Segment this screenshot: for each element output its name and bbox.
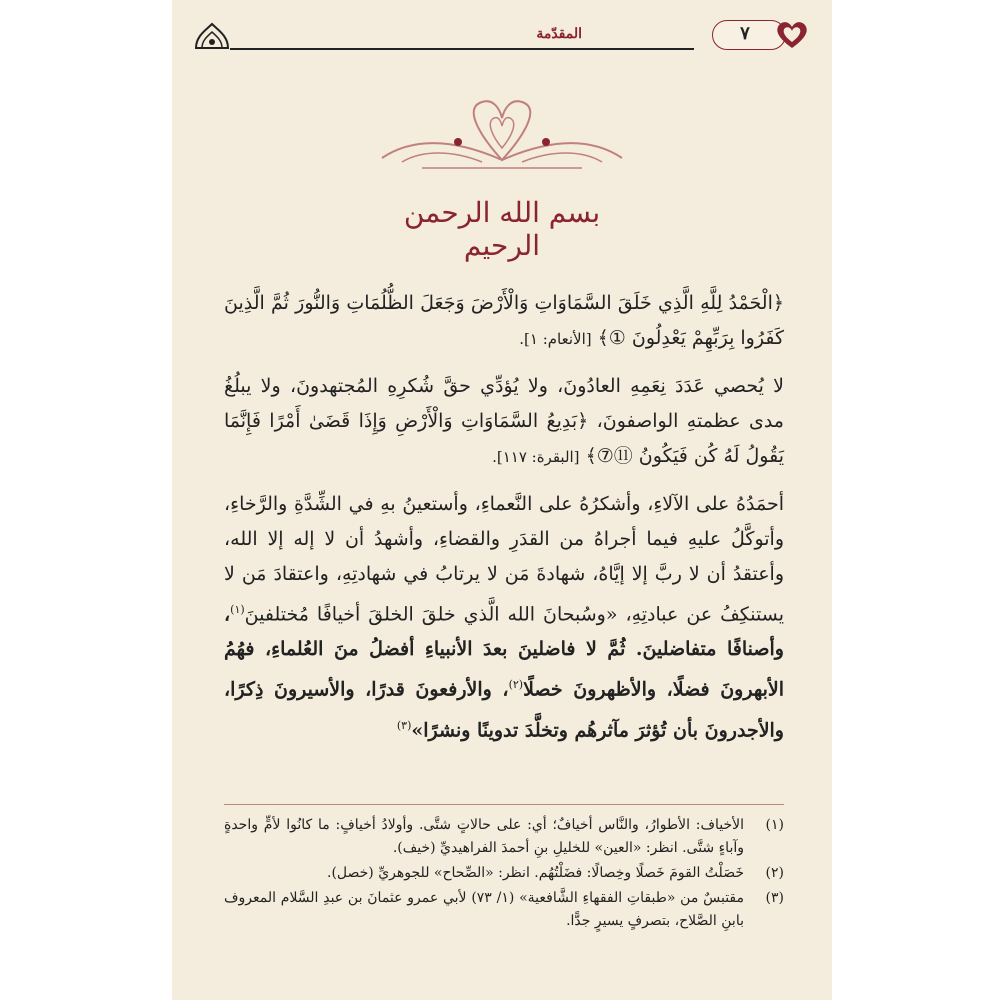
footnote-item — [224, 887, 784, 933]
footnotes — [224, 814, 784, 935]
footnote-item — [224, 814, 784, 860]
quran-verse: ﴿الْحَمْدُ لِلَّهِ الَّذِي خَلَقَ السَّمَاوَاتِ وَالْأَرْضَ وَجَعَلَ الظُّلُمَاتِ وَالنُّورَ ثُمَّ الَّذِينَ كَفَرُوا بِرَبِّهِمْ يَعْدِلُونَ ①﴾ — [224, 292, 784, 349]
basmala-calligraphy: بسم الله الرحمن الرحيم — [403, 196, 601, 262]
footnote-marker[interactable]: (١) — [230, 603, 245, 616]
verse-reference: [البقرة: ١١٧]. — [492, 448, 580, 466]
book-page — [172, 0, 832, 1000]
footnote-text: مقتبسٌ من «طبقاتِ الفقهاءِ الشَّافعية» (١/ ٧٣) لأبي عمرو عثمانَ بن عبدِ السَّلام المعروف بابنِ الصَّلاح، بتصرفٍ يسيرٍ جدًّا. — [224, 890, 744, 929]
decorative-ornament-icon — [362, 98, 642, 178]
footnote-text: الأخياف: الأطوارُ، والنَّاس أخيافٌ؛ أي: على حالاتٍ شتَّى. وأولادُ أخيافٍ: ما كانُوا لأمٍّ واحدةٍ وآباءٍ شتَّى. انظر: «العين» للخليلِ بنِ أحمدَ الفراهيديِّ (خيف). — [224, 817, 744, 856]
section-title: المقدّمة — [536, 26, 582, 42]
heart-ornament-icon — [772, 18, 812, 52]
footnote-marker[interactable]: (٣) — [396, 718, 412, 732]
verse-reference: [الأنعام: ١]. — [519, 330, 592, 348]
paragraph-text: ، وأصنافًا متفاضلينَ. ثُمَّ لا فاضلينَ بعدَ الأنبياءِ أفضلُ منَ العُلماءِ، فهُمُ الأبهرونَ فضلًا، والأظهرونَ خصلًا — [224, 603, 784, 701]
footnote-number: (٢) — [765, 865, 784, 881]
footnote-number: (٣) — [765, 890, 784, 906]
page-number: ٧ — [740, 23, 750, 44]
quran-verse: ﴿بَدِيعُ السَّمَاوَاتِ وَالْأَرْضِ وَإِذَا قَضَىٰ أَمْرًا فَإِنَّمَا يَقُولُ لَهُ كُن فَيَكُونُ ⑪⑦﴾ — [224, 410, 784, 467]
floral-corner-icon — [192, 18, 232, 54]
main-text — [224, 286, 784, 760]
paragraph-text: لا يُحصي عَدَدَ نِعَمِهِ العادُونَ، ولا يُؤدِّي حقَّ شُكرِهِ المُجتهدونَ، ولا يبلُغُ مدى عظمتهِ الواصفونَ، — [224, 375, 784, 432]
footnote-item — [224, 862, 784, 885]
header-rule — [230, 48, 694, 50]
paragraph-3 — [224, 487, 784, 748]
paragraph-2 — [224, 369, 784, 475]
paragraph-text: ، والأرفعونَ قدرًا، والأسيرونَ ذِكرًا، والأجدرونَ بأن تُؤثرَ مآثرهُم وتخلَّدَ تدوينًا ونشرًا» — [224, 678, 784, 741]
paragraph-text: أحمَدُهُ على الآلاءِ، وأشكرُهُ على النَّعماءِ، وأستعينُ بهِ في الشِّدَّةِ والرَّخاءِ، وأتوكَّلُ عليهِ فيما أجراهُ من القدَرِ والقضاءِ، وأشهدُ أن لا إله إلا الله، وأعتقدُ أن لا ربَّ إلا إيَّاهُ، شهادةَ مَن لا يرتابُ في شهادتِهِ، واعتقادَ مَن لا يستنكِفُ عن عبادتِهِ، «وسُبحانَ الله الَّذي خلقَ الخلقَ أخيافًا مُختلفينَ — [224, 493, 784, 626]
footnote-marker[interactable]: (٢) — [508, 678, 524, 692]
footnote-text: خَصَلْتُ القومَ خَصلًا وخِصالًا: فضَلْتُهُم. انظر: «الصِّحاح» للجوهريِّ (خصل). — [327, 865, 744, 881]
paragraph-1 — [224, 286, 784, 357]
footnote-number: (١) — [765, 817, 784, 833]
page-header — [192, 14, 812, 54]
footnote-divider — [224, 804, 784, 805]
